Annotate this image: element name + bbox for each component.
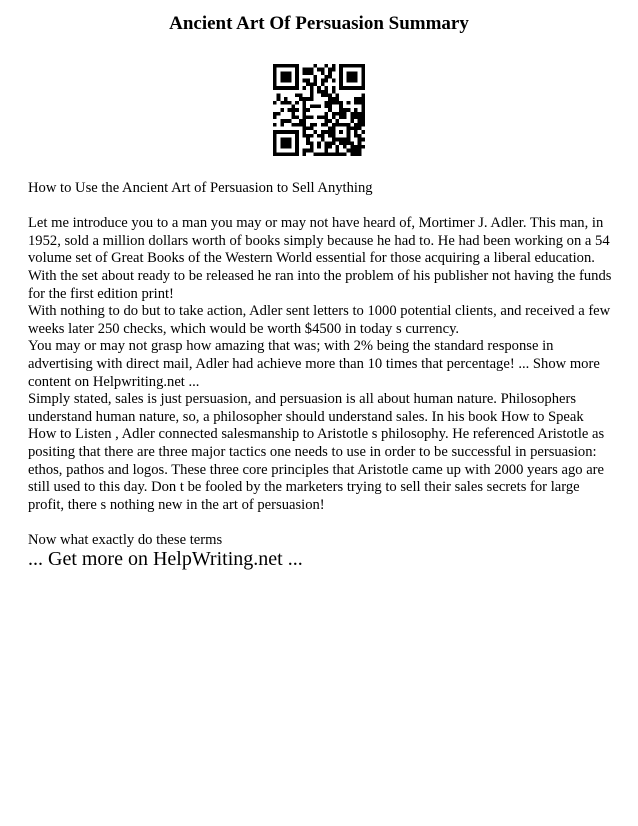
article-body	[28, 180, 614, 549]
spacer	[28, 198, 614, 216]
closing-line: Now what exactly do these terms	[28, 531, 223, 548]
paragraph: With nothing to do but to take action, Adler sent letters to 1000 potential clients, and received a few weeks later 250 checks, which would be worth $4500 in today s currency.	[28, 303, 611, 337]
article-subtitle: How to Use the Ancient Art of Persuasion to Sell Anything	[28, 180, 373, 196]
get-more-link[interactable]: ... Get more on HelpWriting.net ...	[28, 548, 303, 570]
paragraph: Let me introduce you to a man you may or may not have heard of, Mortimer J. Adler. This man, in 1952, sold a million dollars worth of books simply because he had to. He had been working on a 54 volume set of Great Books of the Western World essential for those acquiring a liberal education. With the set about ready to be released he ran into the problem of his publisher not having the funds for the first edition print!	[28, 215, 612, 302]
paragraph: Simply stated, sales is just persuasion, and persuasion is all about human nature. Philosophers understand human nature, so, a philosopher should understand sales. In his book How to Speak How to Listen , Adler connected salesmanship to Aristotle s philosophy. He referenced Aristotle as positing that there are three major tactics one needs to use in order to be successful in persuasion: ethos, pathos and logos. These three core principles that Aristotle came up with 2000 years ago are still used to this day. Don t be fooled by the marketers trying to sell their sales secrets for large profit, there s nothing new in the art of persuasion!	[28, 391, 605, 513]
paragraph: You may or may not grasp how amazing that was; with 2% being the standard response in advertising with direct mail, Adler had achieve more than 10 times that percentage! ... Show more content on Helpwriting.net ...	[28, 338, 600, 390]
qr-code-icon	[273, 64, 365, 156]
spacer	[28, 514, 614, 532]
page-title: Ancient Art Of Persuasion Summary	[169, 13, 469, 34]
